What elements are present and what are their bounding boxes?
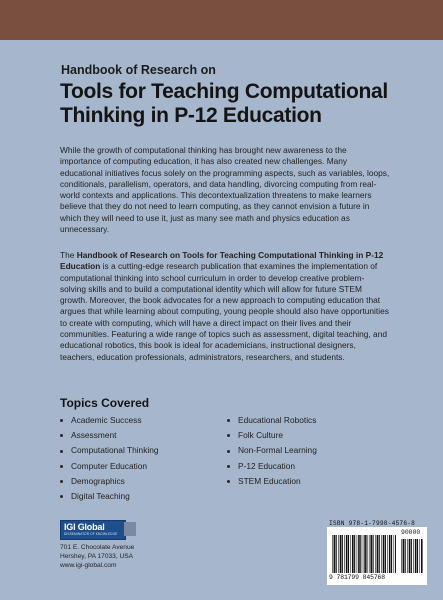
p2-body: is a cutting-edge research publication that examines the implementation of computational thinking into school curriculum in order to develop creative problem-solving skills and to build a computational identity which will allow for future STEM growth. Moreover, the book advocates for a new approach to computing education that argues that while learning about computing, young people should also have opportunities to create with computing, which will have a direct impact on their lives and their communities. Featuring a wide range of topics such as assessment, digital teaching, and educational robotics, this book is ideal for academicians, instructional designers, teachers, education professionals, administrators, researchers, and students. [60, 261, 389, 362]
barcode [327, 527, 427, 585]
logo-mark-icon [124, 522, 136, 536]
title-line-2: Thinking in P-12 Education [60, 104, 322, 127]
barcode-addon-number: 90000 [401, 529, 421, 536]
publisher-address [60, 543, 134, 571]
p2-intro: The [60, 250, 77, 260]
topics-list-right [227, 413, 317, 489]
isbn-label: ISBN 978-1-7998-4576-8 [329, 520, 416, 527]
bullet-icon [227, 419, 230, 422]
bullet-icon [227, 465, 230, 468]
bullet-icon [60, 480, 63, 483]
series-title: Handbook of Research on [61, 63, 216, 77]
bullet-icon [227, 480, 230, 483]
topic-item: Demographics [60, 474, 159, 489]
bullet-icon [60, 450, 63, 453]
book-title [60, 80, 390, 128]
topic-item: Academic Success [60, 413, 159, 428]
barcode-number: 9 781799 845768 [329, 574, 386, 581]
logo-tagline: DISSEMINATOR OF KNOWLEDGE [64, 532, 118, 536]
bullet-icon [60, 495, 63, 498]
topic-item: P-12 Education [227, 459, 317, 474]
barcode-addon-bars-icon [401, 539, 423, 573]
topic-item: Assessment [60, 428, 159, 443]
topic-item: Digital Teaching [60, 489, 159, 504]
topics-heading: Topics Covered [60, 396, 150, 410]
bullet-icon [60, 434, 63, 437]
bullet-icon [60, 465, 63, 468]
topic-item: Computer Education [60, 459, 159, 474]
topic-item: Educational Robotics [227, 413, 317, 428]
barcode-bars-icon [332, 535, 396, 573]
logo-text: IGI Global [64, 522, 105, 532]
publisher-logo [60, 520, 126, 540]
topic-item: Folk Culture [227, 428, 317, 443]
bullet-icon [227, 450, 230, 453]
topic-item: Computational Thinking [60, 443, 159, 458]
p2-book-title: Handbook of Research on Tools for Teaching Computational Thinking in P-12 Education [60, 250, 384, 272]
bullet-icon [227, 434, 230, 437]
description-paragraph-1: While the growth of computational thinking has brought new awareness to the importance of computing education, it has also created new challenges. Many educational initiatives focus solely on the programming aspects, such as variables, loops, conditionals, parallelism, operators, and data handling, divorcing computing from real-world contexts and applications. This decontextualization threatens to make learners believe that they do not need to learn computing, as they cannot envision a future in which they will need to use it, just as many see math and physics education as unnecessary. [60, 145, 390, 235]
address-line-1: 701 E. Chocolate Avenue [60, 544, 135, 551]
address-line-2: Hershey, PA 17033, USA [60, 553, 134, 561]
publisher-website: www.igi-global.com [60, 562, 117, 570]
description-paragraph-2 [60, 250, 390, 363]
topic-item: STEM Education [227, 474, 317, 489]
title-line-1: Tools for Teaching Computational [60, 80, 388, 103]
top-color-band [0, 0, 443, 40]
topics-list-left [60, 413, 159, 504]
bullet-icon [60, 419, 63, 422]
topic-item: Non-Formal Learning [227, 443, 317, 458]
